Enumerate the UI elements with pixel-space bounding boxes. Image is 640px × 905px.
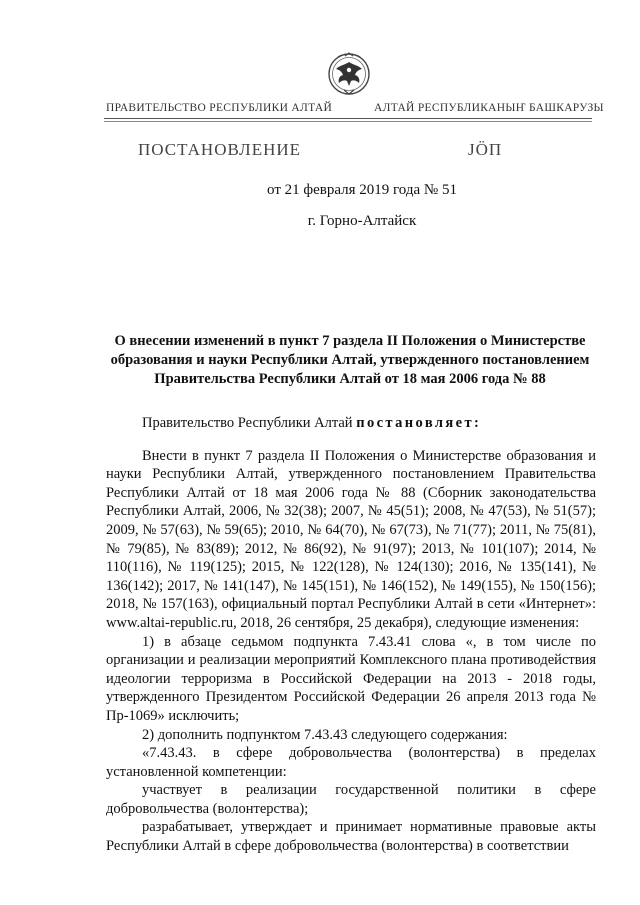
preamble-subject: Правительство Республики Алтай (142, 415, 353, 431)
document-title: О внесении изменений в пункт 7 раздела II Положения о Министерстве образования и науки Республики Алтай, утвержденного постановлением Правительства Республики Алтай от 18 мая 2006 года № 88 (110, 333, 590, 387)
coat-of-arms-emblem (326, 50, 372, 100)
preamble (106, 414, 596, 433)
amendment-item-2: 2) дополнить подпунктом 7.43.43 следующего содержания: (142, 726, 508, 743)
amendment-item-1: 1) в абзаце седьмом подпункта 7.43.41 слова «, в том числе по организации и реализации мероприятий Комплексного плана противодействия идеологии терроризма в Российской Федерации на 2013 - 2018 годы, утвержденного Президентом Российской Федерации 26 апреля 2013 года № Пр-1069» исключить; (106, 633, 596, 724)
header-government-name-ru: ПРАВИТЕЛЬСТВО РЕСПУБЛИКИ АЛТАЙ (106, 102, 333, 114)
header-divider (104, 118, 592, 122)
date-and-number: от 21 февраля 2019 года № 51 (267, 182, 457, 198)
preamble-verb: постановляет: (356, 415, 482, 431)
main-paragraph: Внести в пункт 7 раздела II Положения о Министерстве образования и науки Республики Алтай, утвержденного постановлением Правительства Республики Алтай от 18 мая 2006 года № 88 (Сборник законодательства Республики Алтай, 2006, № 32(38); 2007, № 45(51); 2008, № 47(53), № 51(57); 2009, № 57(63), № 59(65); 2010, № 64(70), № 67(73), № 71(77); 2011, № 75(81), № 79(85), № 83(89); 2012, № 86(92), № 91(97); 2013, № 101(107); 2014, № 110(116), № 119(125); 2015, № 122(128), № 124(130); 2016, № 135(141), № 136(142); 2017, № 141(147), № 145(151), № 146(152), № 149(155), № 150(156); 2018, № 157(163), официальный портал Республики Алтай в сети «Интернет»: www.altai-republic.ru, 2018, 26 сентября, 25 декабря), следующие изменения: (106, 447, 596, 631)
clause-1: участвует в реализации государственной политики в сфере добровольчества (волонтерства); (106, 782, 596, 817)
header-government-name-alt: АЛТАЙ РЕСПУБЛИКАНЫҤ БАШКАРУЗЫ (374, 102, 604, 114)
clause-2: разрабатывает, утверждает и принимает нормативные правовые акты Республики Алтай в сфере добровольчества (волонтерства) в соответствии (106, 819, 596, 855)
doc-type-ru: ПОСТАНОВЛЕНИЕ (138, 140, 302, 159)
city: г. Горно-Алтайск (307, 213, 417, 229)
document-body (106, 414, 596, 856)
doc-type-alt: ЈӦП (468, 140, 503, 159)
amendment-item-2-quote: «7.43.43. в сфере добровольчества (волонтерства) в пределах установленной компетенции: (106, 745, 596, 780)
